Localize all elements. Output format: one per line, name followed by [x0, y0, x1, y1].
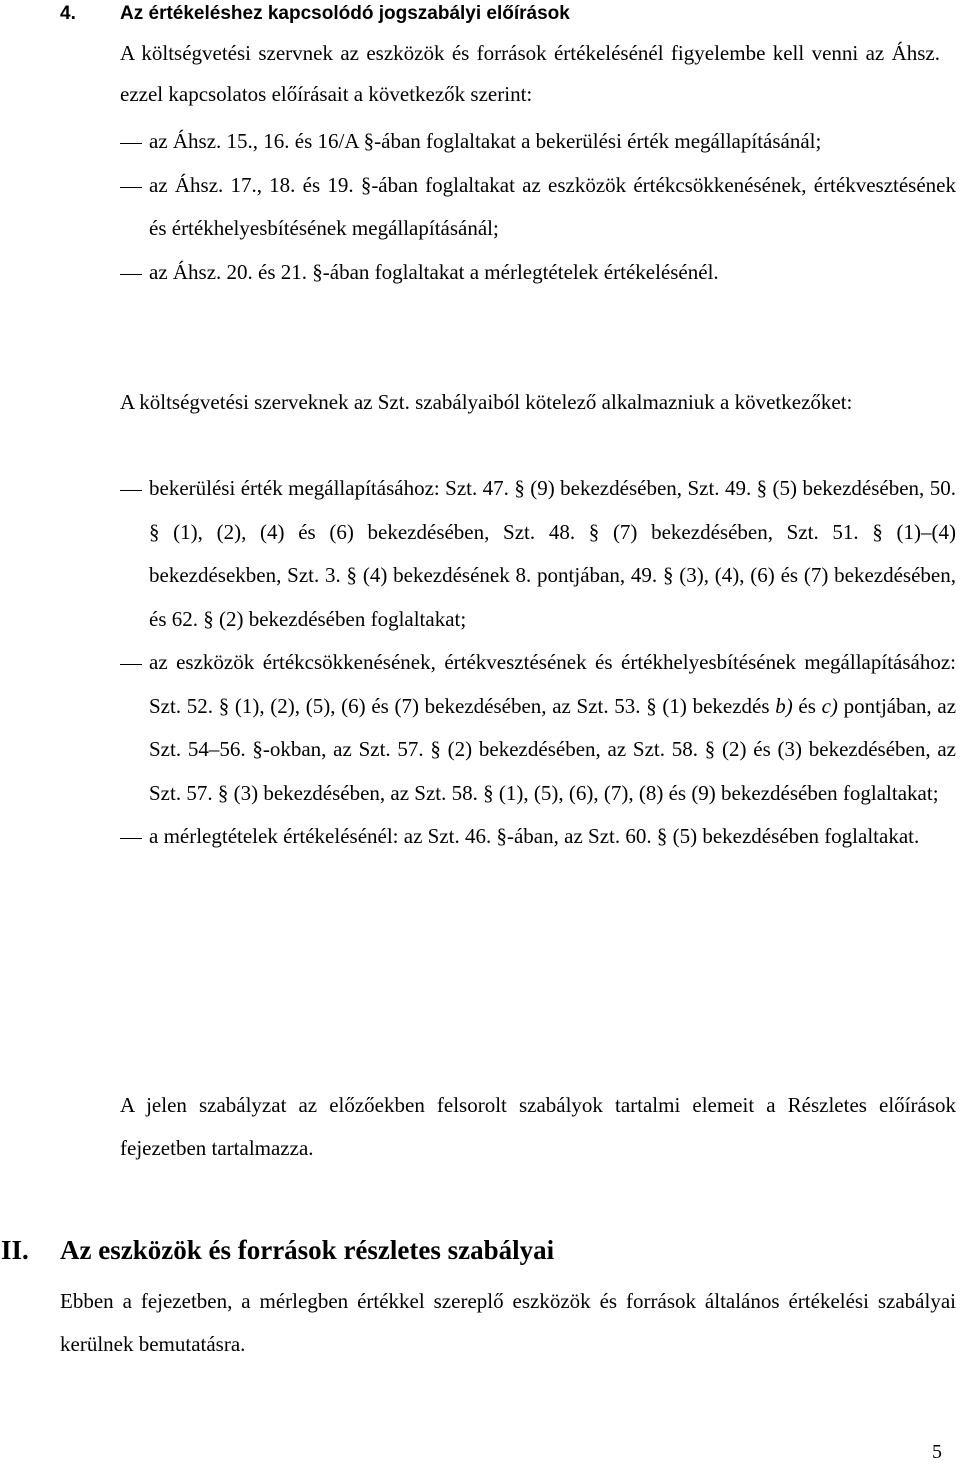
- italic-run: b): [775, 693, 793, 718]
- list-item: [120, 164, 956, 251]
- list-item: [120, 641, 956, 815]
- list-item: [120, 120, 956, 164]
- section-4-heading: [60, 2, 940, 26]
- lead-paragraph: A költségvetési szervnek az eszközök és források értékelésénél figyelembe kell venni az Áhsz. ezzel kapcsolatos előírásait a következők szerint:: [120, 41, 940, 106]
- italic-run: c): [821, 693, 838, 718]
- szt-list: [120, 467, 956, 859]
- list-item-text: az Áhsz. 17., 18. és 19. §-ában foglaltakat az eszközök értékcsökkenésének, értékvesztésének és értékhelyesbítésének megállapításánál;: [149, 172, 956, 240]
- section-ii-paragraph: Ebben a fejezetben, a mérlegben értékkel szereplő eszközök és források általános értékelési szabályai kerülnek bemutatásra.: [60, 1289, 956, 1356]
- text-run: pontjában, az Szt. 54–56. §-okban, az Szt. 57. § (2) bekezdésében, az Szt. 58. § (2) és (3) bekezdésében, az Szt. 57. § (3) bekezdésében, az Szt. 58. § (1), (5), (6), (7), (8) és (9) bekezdésében foglaltakat;: [149, 693, 957, 805]
- section-number: 4.: [60, 3, 76, 24]
- section-number: II.: [1, 1235, 29, 1265]
- list-item: [120, 251, 956, 295]
- ahsz-list: [120, 120, 956, 294]
- list-item-text: bekerülési érték megállapításához: Szt. 47. § (9) bekezdésében, Szt. 49. § (5) bekezdésében, 50. § (1), (2), (4) és (6) bekezdésében, Szt. 48. § (7) bekezdésében, Szt. 51. § (1)–(4) bekezdésekben, Szt. 3. § (4) bekezdésének 8. pontjában, 49. § (3), (4), (6) és (7) bekezdésében, és 62. § (2) bekezdésében foglaltakat;: [149, 476, 956, 631]
- section-title: Az értékeléshez kapcsolódó jogszabályi előírások: [120, 3, 570, 24]
- list-item: [120, 815, 956, 859]
- text-run: az eszközök értékcsökkenésének, értékvesztésének és értékhelyesbítésének megállapításához: Szt. 52. § (1), (2), (5), (6) és (7) bekezdésében, az Szt. 53. § (1) bekezdés: [149, 650, 956, 718]
- list-item-text: az Áhsz. 15., 16. és 16/A §-ában foglaltakat a bekerülési érték megállapításánál;: [149, 129, 822, 153]
- closing-paragraph: A jelen szabályzat az előzőekben felsorolt szabályok tartalmi elemeit a Részletes előírások fejezetben tartalmazza.: [120, 1093, 956, 1160]
- list-item-text: a mérlegtételek értékelésénél: az Szt. 46. §-ában, az Szt. 60. § (5) bekezdésében foglaltakat.: [149, 824, 920, 848]
- section-title: Az eszközök és források részletes szabályai: [60, 1235, 555, 1265]
- text-run: és: [792, 693, 822, 718]
- page-number: 5: [932, 1441, 942, 1463]
- szt-intro-paragraph: A költségvetési szerveknek az Szt. szabályaiból kötelező alkalmazniuk a következőket:: [120, 390, 853, 414]
- list-item-text: az Áhsz. 20. és 21. §-ában foglaltakat a mérlegtételek értékelésénél.: [149, 259, 719, 284]
- list-item-text: [149, 650, 956, 805]
- list-item: [120, 467, 956, 641]
